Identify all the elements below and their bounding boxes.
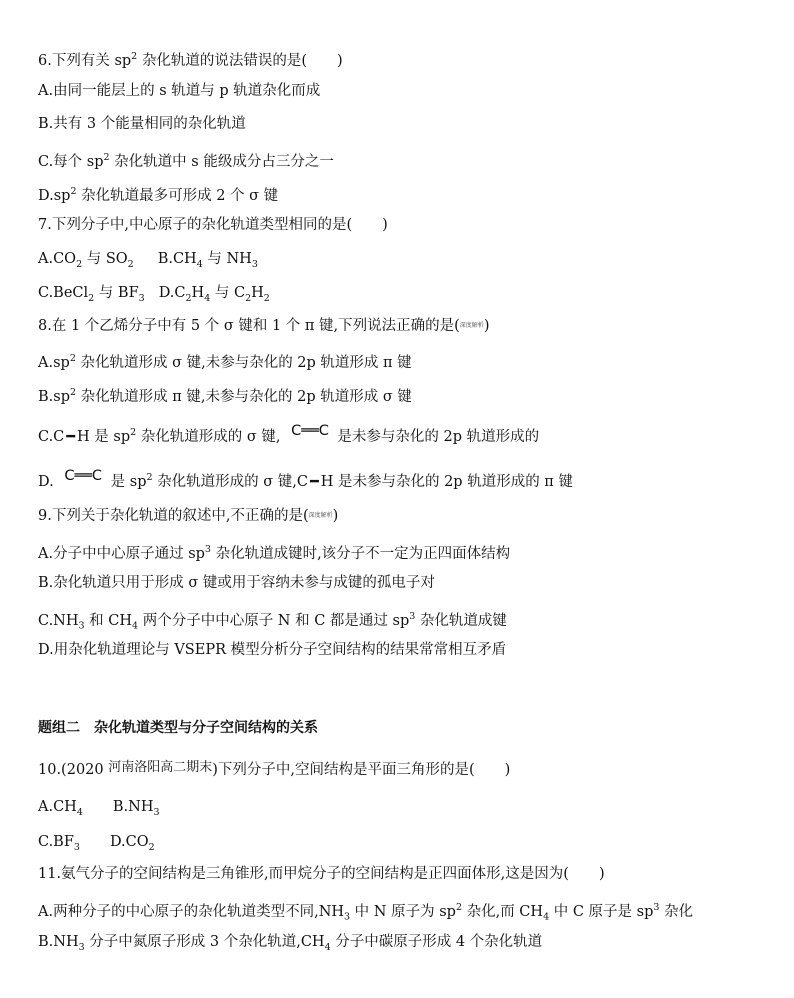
q10-option-a: $A.CH_4$ xyxy=(38,799,83,818)
q8-option-a: $A.sp^2$ 杂化轨道形成 σ 键,未参与杂化的 2p 轨道形成 π 键 xyxy=(38,353,412,371)
q11-stem: 11.氨气分子的空间结构是三角锥形,而甲烷分子的空间结构是正四面体形,这是因为( ) xyxy=(38,866,605,882)
double-bond-structure: C══C xyxy=(64,467,103,484)
q10-option-b: $B.NH_3$ xyxy=(112,799,160,818)
q8-option-c: C.C ━ H 是 $sp^2$ 杂化轨道形成的 σ 键, C══C 是未参与杂化的 2p 轨道形成的 xyxy=(38,422,540,445)
source-label: 河南洛阳高二期末 xyxy=(108,760,213,775)
single-bond-symbol: ━ xyxy=(309,473,319,490)
q11-option-b: $B.NH_3$ 分子中氮原子形成 3 个杂化轨道$,CH_4$ 分子中碳原子形成 4 个杂化轨道 xyxy=(38,934,543,953)
q7-option-a: $A.CO_2$ 与 $SO_2$ xyxy=(38,251,134,270)
q8-stem: 8.在 1 个乙烯分子中有 5 个 σ 键和 1 个 π 键,下列说法正确的是(深度解析) xyxy=(38,318,490,334)
q10-stem: 10.(2020 河南洛阳高二期末)下列分子中,空间结构是平面三角形的是( ) xyxy=(38,760,511,778)
q7-options-ab xyxy=(38,249,258,275)
single-bond-symbol: ━ xyxy=(66,428,76,445)
double-bond-structure: C══C xyxy=(291,422,329,439)
q9-stem: 9.下列关于杂化轨道的叙述中,不正确的是(深度解析) xyxy=(38,508,339,524)
q10-option-c: $C.BF_3$ xyxy=(38,834,80,853)
q10-option-d: $D.CO_2$ xyxy=(109,834,155,853)
q10-options-cd xyxy=(38,832,155,858)
q9-option-c: $C.NH_3$ 和 $CH_4$ 两个分子中中心原子 N 和 C 都是通过 $sp^3$ 杂化轨道成键 xyxy=(38,611,507,632)
q8-option-b: $B.sp^2$ 杂化轨道形成 π 键,未参与杂化的 2p 轨道形成 σ 键 xyxy=(38,387,412,405)
q11-option-a: A.两种分子的中心原子的杂化轨道类型不同$,NH_3$ 中 N 原子为 $sp^2$ 杂化,而 $CH_4$ 中 C 原子是 $sp^3$ 杂化 xyxy=(38,902,694,923)
q8-option-d: D. C══C 是 $sp^2$ 杂化轨道形成的 σ 键,C ━ H 是未参与杂化的 2p 轨道形成的 π 键 xyxy=(38,467,573,490)
q6-option-d: $D.sp^2$ 杂化轨道最多可形成 2 个 σ 键 xyxy=(38,186,279,204)
q7-option-c: C.BeCl$_2$ 与 $BF_3$ xyxy=(38,285,145,304)
q9-option-d: D.用杂化轨道理论与 VSEPR 模型分析分子空间结构的结果常常相互矛盾 xyxy=(38,642,507,658)
q6-stem: 6.下列有关 $sp^2$ 杂化轨道的说法错误的是( ) xyxy=(38,51,343,69)
q10-options-ab xyxy=(38,797,160,823)
q6-option-c: C.每个 $sp^2$ 杂化轨道中 s 能级成分占三分之一 xyxy=(38,152,334,170)
q7-stem: 7.下列分子中,中心原子的杂化轨道类型相同的是( ) xyxy=(38,217,388,233)
analysis-note: 深度解析 xyxy=(308,512,333,519)
q9-option-a: A.分子中中心原子通过 $sp^3$ 杂化轨道成键时,该分子不一定为正四面体结构 xyxy=(38,544,511,562)
q6-option-a: A.由同一能层上的 s 轨道与 p 轨道杂化而成 xyxy=(38,83,321,99)
q9-option-b: B.杂化轨道只用于形成 σ 键或用于容纳未参与成键的孤电子对 xyxy=(38,575,435,591)
q6-option-b: B.共有 3 个能量相同的杂化轨道 xyxy=(38,116,246,132)
section-heading: 题组二 杂化轨道类型与分子空间结构的关系 xyxy=(38,720,318,736)
q7-option-d: $D.C_2H_4$ 与 $C_2H_2$ xyxy=(158,285,270,304)
analysis-note: 深度解析 xyxy=(459,322,484,329)
q7-option-b: $B.CH_4$ 与 $NH_3$ xyxy=(157,251,258,270)
q7-options-cd xyxy=(38,283,270,309)
